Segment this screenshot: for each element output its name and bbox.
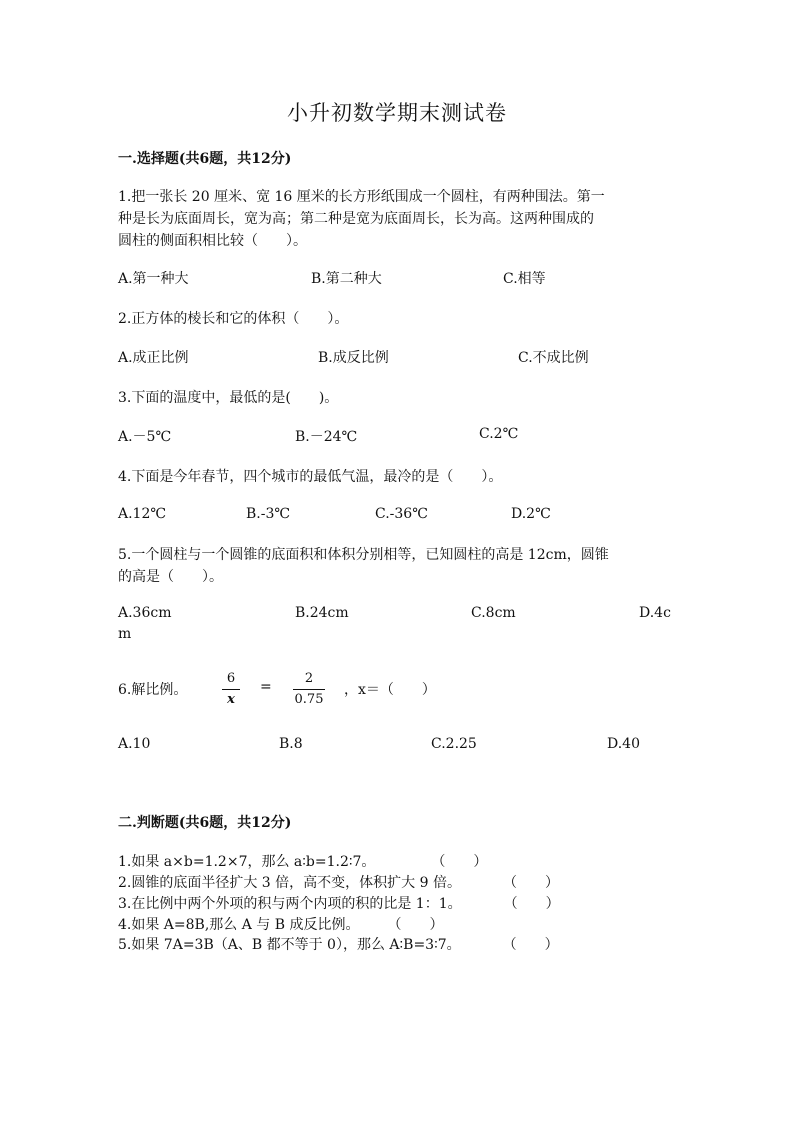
- q2-option-c: C.不成比例: [518, 350, 589, 366]
- q2-text: 2.正方体的棱长和它的体积（ ）。: [118, 311, 349, 327]
- q2-option-b: B.成反比例: [318, 350, 389, 366]
- q6-frac1-numerator: 6: [226, 671, 236, 686]
- q5-text-line2: 的高是（ ）。: [118, 569, 223, 585]
- q3-option-a: A.－5℃: [118, 429, 172, 445]
- q6-fraction-left: [222, 670, 240, 709]
- q6-option-b: B.8: [279, 736, 303, 752]
- section1-heading: 一.选择题(共6题，共12分): [118, 151, 292, 167]
- q1-option-a: A.第一种大: [118, 271, 189, 287]
- q6-fraction-right: [293, 670, 325, 709]
- q6-frac2-denominator: 0.75: [294, 692, 324, 707]
- q4-option-c: C.-36℃: [375, 506, 428, 522]
- q4-option-b: B.-3℃: [246, 506, 291, 522]
- q4-text: 4.下面是今年春节，四个城市的最低气温，最冷的是（ ）。: [118, 469, 503, 485]
- q6-frac2-numerator: 2: [304, 671, 314, 686]
- judge-item-4: 4.如果 A=8B,那么 A 与 B 成反比例。 （ ）: [118, 917, 444, 933]
- q6-frac1-denominator: x: [227, 692, 235, 707]
- q6-prefix: 6.解比例。: [118, 682, 188, 698]
- fraction-bar: [222, 689, 240, 690]
- q4-option-a: A.12℃: [118, 506, 167, 522]
- q5-option-b: B.24cm: [295, 605, 349, 621]
- q6-equals-sign: =: [260, 679, 272, 695]
- q3-text: 3.下面的温度中，最低的是( )。: [118, 390, 339, 406]
- q1-text-line1: 1.把一张长 20 厘米、宽 16 厘米的长方形纸围成一个圆柱，有两种围法。第一: [118, 189, 605, 205]
- q5-option-c: C.8cm: [471, 605, 516, 621]
- judge-item-5: 5.如果 7A=3B（A、B 都不等于 0），那么 A∶B=3∶7。 （ ）: [118, 937, 559, 953]
- q6-option-c: C.2.25: [431, 736, 477, 752]
- judge-item-3: 3.在比例中两个外项的积与两个内项的积的比是 1：1。 （ ）: [118, 896, 560, 912]
- page-title: 小升初数学期末测试卷: [287, 101, 507, 125]
- q5-text-line1: 5.一个圆柱与一个圆锥的底面积和体积分别相等，已知圆柱的高是 12cm，圆锥: [118, 547, 609, 563]
- judge-item-1: 1.如果 a×b=1.2×7，那么 a∶b=1.2∶7。 （ ）: [118, 854, 488, 870]
- q1-text-line2: 种是长为底面周长，宽为高；第二种是宽为底面周长，长为高。这两种围成的: [118, 211, 594, 227]
- q3-option-c: C.2℃: [479, 426, 519, 442]
- fraction-bar: [293, 689, 325, 690]
- q4-option-d: D.2℃: [511, 506, 551, 522]
- q5-option-d: D.4c: [639, 605, 671, 621]
- judge-item-2: 2.圆锥的底面半径扩大 3 倍，高不变，体积扩大 9 倍。 （ ）: [118, 875, 559, 891]
- q1-option-b: B.第二种大: [311, 271, 382, 287]
- q1-option-c: C.相等: [503, 271, 546, 287]
- section2-heading: 二.判断题(共6题，共12分): [118, 815, 292, 831]
- q6-option-d: D.40: [607, 736, 640, 752]
- q5-option-a: A.36cm: [118, 605, 172, 621]
- q1-text-line3: 圆柱的侧面积相比较（ ）。: [118, 233, 307, 249]
- q6-option-a: A.10: [118, 736, 151, 752]
- q5-option-d-wrap: m: [118, 626, 132, 642]
- q6-suffix: ，x＝（ ）: [344, 682, 436, 698]
- q3-option-b: B.－24℃: [295, 429, 358, 445]
- q2-option-a: A.成正比例: [118, 350, 189, 366]
